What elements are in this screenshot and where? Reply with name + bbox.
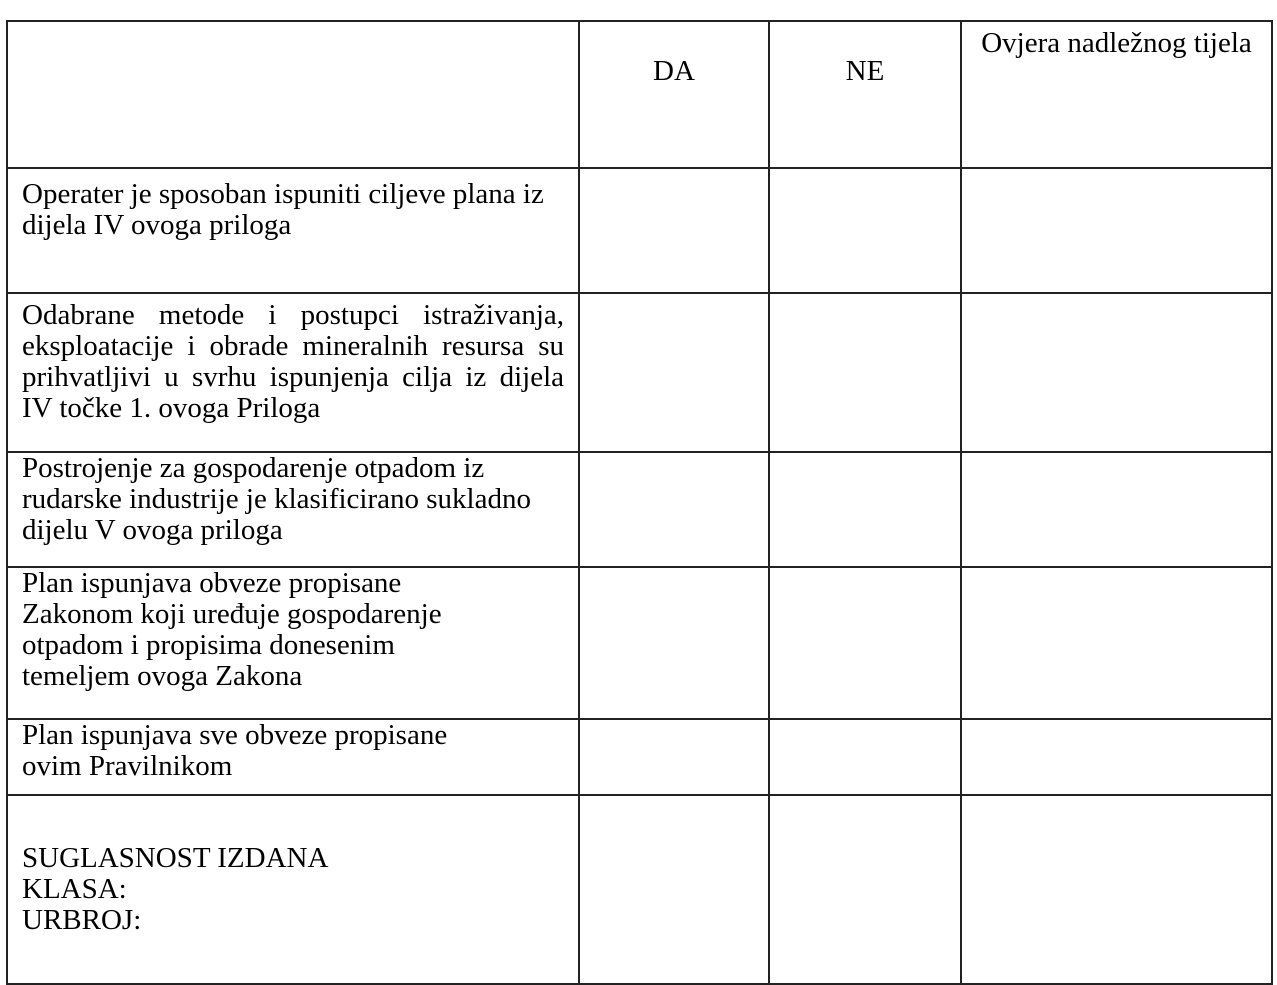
approval-issued-label: SUGLASNOST IZDANA <box>22 842 329 874</box>
ne-cell[interactable] <box>769 293 961 452</box>
da-cell[interactable] <box>579 293 769 452</box>
header-authority-verification: Ovjera nadležnog tijela <box>961 21 1272 168</box>
verification-cell[interactable] <box>961 567 1272 719</box>
da-cell[interactable] <box>579 452 769 567</box>
verification-cell[interactable] <box>961 293 1272 452</box>
da-cell[interactable] <box>579 719 769 795</box>
da-cell[interactable] <box>579 795 769 984</box>
da-cell[interactable] <box>579 567 769 719</box>
header-empty-cell <box>7 21 579 168</box>
ne-cell[interactable] <box>769 795 961 984</box>
verification-cell[interactable] <box>961 719 1272 795</box>
header-ne: NE <box>769 21 961 168</box>
approval-issued-cell <box>7 795 579 984</box>
approval-checklist-table <box>6 20 1273 985</box>
table-row <box>7 719 1272 795</box>
criterion-text: Plan ispunjava sve obveze propisane ovim Pravilnikom <box>7 719 579 795</box>
criterion-text: Odabrane metode i postupci istraživanja, eksploatacije i obrade mineralnih resursa su prihvatljivi u svrhu ispunjenja cilja iz dijela IV točke 1. ovoga Priloga <box>7 293 579 452</box>
table-row <box>7 567 1272 719</box>
table-row <box>7 293 1272 452</box>
criterion-text: Operater je sposoban ispuniti ciljeve plana iz dijela IV ovoga priloga <box>7 168 579 293</box>
ne-cell[interactable] <box>769 452 961 567</box>
criterion-text: Postrojenje za gospodarenje otpadom iz rudarske industrije je klasificirano sukladno dijelu V ovoga priloga <box>7 452 579 567</box>
verification-cell[interactable] <box>961 452 1272 567</box>
klasa-label: KLASA: <box>22 873 127 905</box>
table-row <box>7 168 1272 293</box>
header-da: DA <box>579 21 769 168</box>
ne-cell[interactable] <box>769 567 961 719</box>
verification-cell[interactable] <box>961 795 1272 984</box>
criterion-text: Plan ispunjava obveze propisane Zakonom koji uređuje gospodarenje otpadom i propisima donesenim temeljem ovoga Zakona <box>7 567 579 719</box>
verification-cell[interactable] <box>961 168 1272 293</box>
table-row <box>7 452 1272 567</box>
table-header-row <box>7 21 1272 168</box>
urbroj-label: URBROJ: <box>22 904 142 936</box>
ne-cell[interactable] <box>769 168 961 293</box>
da-cell[interactable] <box>579 168 769 293</box>
ne-cell[interactable] <box>769 719 961 795</box>
table-row <box>7 795 1272 984</box>
